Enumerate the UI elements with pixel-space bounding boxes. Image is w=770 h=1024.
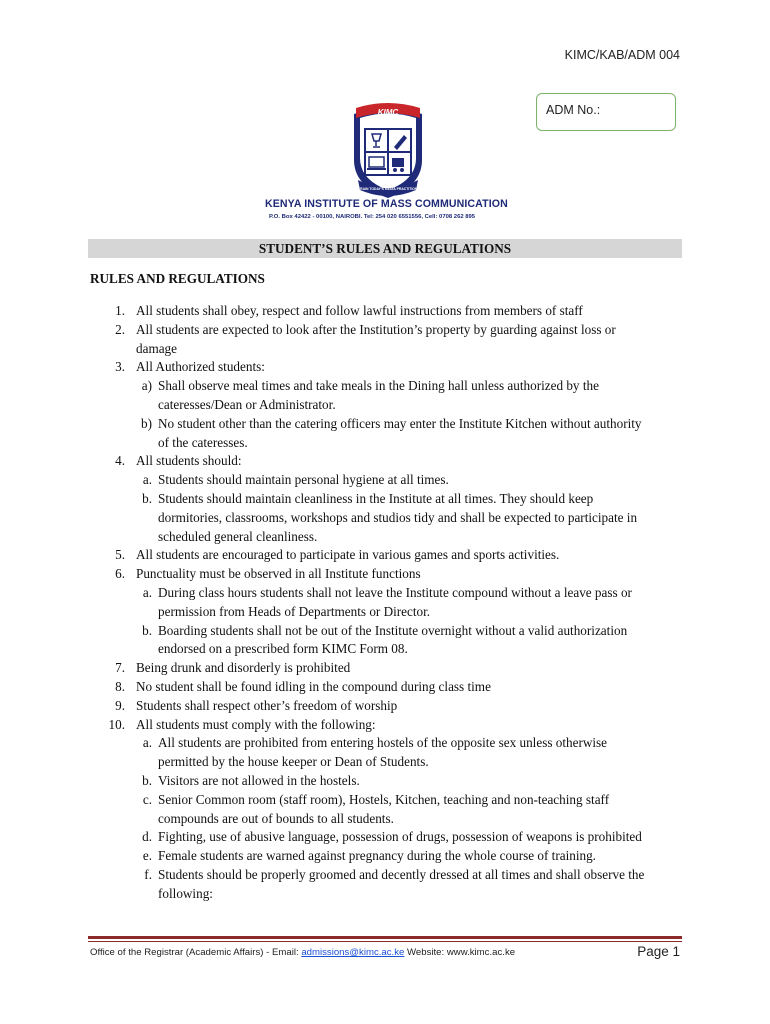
rule-text: Students should be properly groomed and decently dressed at all times and shall observe the [158,866,645,882]
rule-line [0,471,770,490]
rule-line [0,509,770,528]
rule-text: Boarding students shall not be out of the Institute overnight without a valid authorization [158,622,628,638]
rule-line [0,340,770,359]
rule-line [0,734,770,753]
rule-text: Shall observe meal times and take meals in the Dining hall unless authorized by the [158,378,599,394]
section-heading: RULES AND REGULATIONS [90,271,265,286]
rule-label: 8. [115,678,125,694]
rule-text: Students shall respect other’s freedom of worship [136,697,398,713]
rule-label: d. [142,829,152,845]
rule-line [0,828,770,847]
rule-line [0,377,770,396]
rule-line [0,434,770,453]
svg-text:KIMC: KIMC [377,108,399,117]
rule-label: b. [142,622,152,638]
rule-text: All students shall obey, respect and follow lawful instructions from members of staff [136,303,583,318]
rule-line [0,810,770,829]
footer-divider-thin [88,941,682,942]
rule-text: compounds are out of bounds to all students. [158,810,394,826]
rule-text: All students must comply with the following: [136,716,376,732]
rule-line [0,584,770,603]
rule-line [0,302,770,321]
rule-line [0,791,770,810]
rule-line [0,358,770,377]
organization-name: KENYA INSTITUTE OF MASS COMMUNICATION [265,198,508,210]
rule-text: No student other than the catering officers may enter the Institute Kitchen without authority [158,415,642,431]
rule-text: Female students are warned against pregnancy during the whole course of training. [158,848,596,864]
rule-line [0,659,770,678]
kimc-crest-logo [342,100,434,200]
footer-divider [88,936,682,939]
rule-text: All students should: [136,453,242,469]
rule-line [0,415,770,434]
rule-text: dormitories, classrooms, workshops and studios tidy and shall be expected to participate in [158,509,638,525]
page-number: Page 1 [637,944,680,959]
rule-label: 3. [115,359,125,375]
adm-number-field[interactable] [536,93,676,131]
rule-text: Senior Common room (staff room), Hostels, Kitchen, teaching and non-teaching staff [158,791,610,807]
rule-text: following: [158,885,213,901]
rule-label: b) [141,415,152,431]
rule-label: 10. [108,716,125,732]
rule-line [0,697,770,716]
rule-label: a. [142,735,152,751]
rule-text: Punctuality must be observed in all Institute functions [136,566,421,582]
rule-text: scheduled general cleanliness. [158,528,318,544]
rule-line [0,603,770,622]
rule-line [0,565,770,584]
rule-text: Being drunk and disorderly is prohibited [136,660,351,676]
rule-text: Fighting, use of abusive language, possession of drugs, possession of weapons is prohibited [158,829,642,845]
rule-label: a. [142,584,152,600]
rule-line [0,490,770,509]
rule-line [0,452,770,471]
rule-line [0,678,770,697]
rule-label: 7. [115,660,125,676]
rule-label: f. [144,866,152,882]
rule-line [0,528,770,547]
rule-label: 4. [115,453,125,469]
rule-line [0,396,770,415]
rule-text: Visitors are not allowed in the hostels. [158,772,360,788]
rule-line [0,847,770,866]
rule-text: cateresses/Dean or Administrator. [158,396,336,412]
rule-line [0,622,770,641]
rule-line [0,640,770,659]
rule-label: 6. [115,566,125,582]
rule-label: 2. [115,321,125,337]
footer-prefix: Office of the Registrar (Academic Affairs) - Email: [90,947,302,958]
rule-line [0,716,770,735]
rule-text: endorsed on a prescribed form KIMC Form 08. [158,641,408,657]
rule-line [0,321,770,340]
svg-text:WE TRAIN TODAY'S MEDIA PRACTIT: WE TRAIN TODAY'S MEDIA PRACTITIONERS [351,187,425,191]
rule-line [0,885,770,904]
rule-line [0,772,770,791]
rule-text: Students should maintain cleanliness in the Institute at all times. They should keep [158,490,594,506]
rule-text: of the cateresses. [158,434,248,450]
organization-contacts: P.O. Box 42422 - 00100, NAIROBI. Tel: 254 020 6551556, Cell: 0708 262 895 [269,214,476,220]
rule-text: Students should maintain personal hygiene at all times. [158,472,449,488]
rule-text: All students are encouraged to participate in various games and sports activities. [136,547,560,563]
rule-text: damage [136,340,178,356]
footer-contact [90,947,515,958]
rule-label: c. [142,791,152,807]
rule-text: During class hours students shall not leave the Institute compound without a leave pass or [158,584,632,600]
rule-label: a. [142,472,152,488]
rule-text: permission from Heads of Departments or Director. [158,603,431,619]
rule-label: 5. [115,547,125,563]
rule-label: e. [142,848,152,864]
footer-website: Website: www.kimc.ac.ke [404,947,516,958]
rule-text: All Authorized students: [136,359,265,375]
rule-label: 1. [115,303,125,318]
rule-text: No student shall be found idling in the compound during class time [136,678,491,694]
document-title: STUDENT’S RULES AND REGULATIONS [88,239,682,258]
rule-label: a) [141,378,152,394]
rule-line [0,753,770,772]
rule-line [0,866,770,885]
email-link[interactable]: admissions@kimc.ac.ke [301,947,405,958]
rules-list [0,302,770,904]
rule-label: b. [142,490,152,506]
rule-line [0,546,770,565]
rule-label: 9. [115,697,125,713]
rule-text: permitted by the house keeper or Dean of Students. [158,754,429,770]
rule-label: b. [142,772,152,788]
rule-text: All students are expected to look after the Institution’s property by guarding against loss or [136,321,616,337]
rule-text: All students are prohibited from entering hostels of the opposite sex unless otherwise [158,735,608,751]
adm-number-label: ADM No.: [546,103,601,117]
document-reference: KIMC/KAB/ADM 004 [564,48,680,62]
